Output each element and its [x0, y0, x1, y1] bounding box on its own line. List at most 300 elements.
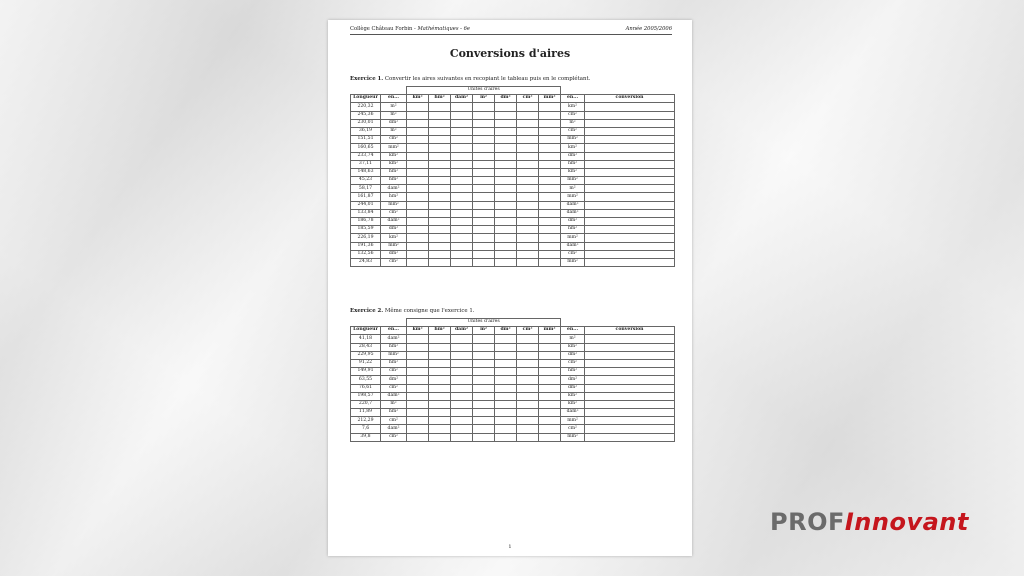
blank-unit-cell [451, 335, 473, 343]
table-row [351, 242, 675, 250]
blank-unit-cell [473, 193, 495, 201]
blank-unit-cell [473, 376, 495, 384]
conversion-cell [585, 335, 675, 343]
to-unit-cell: cm² [561, 111, 585, 119]
exercise-1-instruction: Exercice 1. Convertir les aires suivantes en recopiant le tableau puis en le complétant. [350, 76, 591, 82]
conversion-cell [585, 433, 675, 441]
blank-unit-cell [495, 177, 517, 185]
blank-unit-cell [539, 168, 561, 176]
blank-unit-cell [429, 335, 451, 343]
col-unit: hm² [429, 95, 451, 103]
blank-unit-cell [451, 111, 473, 119]
blank-unit-cell [429, 250, 451, 258]
table-row [351, 392, 675, 400]
blank-unit-cell [539, 136, 561, 144]
from-unit-cell: dam² [381, 218, 407, 226]
conversion-cell [585, 417, 675, 425]
blank-unit-cell [473, 201, 495, 209]
table-row [351, 144, 675, 152]
header-school: Collège Château Forbin - Mathématiques - 6e [350, 26, 470, 32]
from-unit-cell: hm² [381, 343, 407, 351]
to-unit-cell: hm² [561, 368, 585, 376]
to-unit-cell: km² [561, 343, 585, 351]
blank-unit-cell [451, 359, 473, 367]
blank-unit-cell [495, 368, 517, 376]
to-unit-cell: km² [561, 144, 585, 152]
blank-unit-cell [539, 343, 561, 351]
blank-unit-cell [451, 127, 473, 135]
blank-unit-cell [451, 343, 473, 351]
blank-unit-cell [517, 177, 539, 185]
value-cell: 151,51 [351, 136, 381, 144]
col-unit: dam² [451, 327, 473, 335]
blank-unit-cell [407, 209, 429, 217]
table-row [351, 384, 675, 392]
exercise-2-table [350, 318, 675, 442]
blank-unit-cell [517, 384, 539, 392]
conversion-cell [585, 392, 675, 400]
to-unit-cell: km² [561, 400, 585, 408]
blank-unit-cell [539, 384, 561, 392]
conversion-cell [585, 359, 675, 367]
blank-unit-cell [517, 234, 539, 242]
blank-unit-cell [473, 359, 495, 367]
blank-unit-cell [539, 258, 561, 266]
blank-unit-cell [517, 376, 539, 384]
blank-unit-cell [495, 376, 517, 384]
blank-unit-cell [407, 201, 429, 209]
blank-unit-cell [473, 400, 495, 408]
value-cell: 220,7 [351, 400, 381, 408]
to-unit-cell: dm² [561, 384, 585, 392]
table-row [351, 351, 675, 359]
blank-unit-cell [429, 136, 451, 144]
conversion-cell [585, 127, 675, 135]
blank-unit-cell [517, 226, 539, 234]
col-unit: mm² [539, 95, 561, 103]
value-cell: 39,8 [351, 433, 381, 441]
blank-unit-cell [539, 218, 561, 226]
blank-unit-cell [517, 193, 539, 201]
value-cell: 24,83 [351, 258, 381, 266]
blank-unit-cell [429, 168, 451, 176]
table-row [351, 111, 675, 119]
to-unit-cell: km² [561, 103, 585, 111]
blank-unit-cell [495, 351, 517, 359]
blank-unit-cell [451, 368, 473, 376]
col-unit: hm² [429, 327, 451, 335]
from-unit-cell: cm² [381, 368, 407, 376]
to-unit-cell: km² [561, 168, 585, 176]
blank-unit-cell [539, 234, 561, 242]
blank-unit-cell [539, 376, 561, 384]
conversion-cell [585, 201, 675, 209]
col-en-left: en... [381, 327, 407, 335]
from-unit-cell: dm² [381, 226, 407, 234]
blank-unit-cell [539, 160, 561, 168]
table-header-row [351, 95, 675, 103]
blank-unit-cell [451, 177, 473, 185]
conversion-cell [585, 152, 675, 160]
blank-unit-cell [517, 103, 539, 111]
blank-unit-cell [451, 376, 473, 384]
blank-unit-cell [473, 168, 495, 176]
table-row [351, 368, 675, 376]
blank-unit-cell [517, 242, 539, 250]
blank-unit-cell [473, 218, 495, 226]
blank-unit-cell [429, 152, 451, 160]
conversion-cell [585, 209, 675, 217]
table-row [351, 250, 675, 258]
from-unit-cell: dam² [381, 335, 407, 343]
from-unit-cell: dam² [381, 185, 407, 193]
blank-unit-cell [517, 209, 539, 217]
col-en-left: en... [381, 95, 407, 103]
to-unit-cell: mm² [561, 234, 585, 242]
blank-unit-cell [407, 359, 429, 367]
to-unit-cell: dam² [561, 242, 585, 250]
col-unit: m² [473, 327, 495, 335]
blank-unit-cell [473, 343, 495, 351]
blank-unit-cell [451, 409, 473, 417]
table-row [351, 168, 675, 176]
blank-unit-cell [429, 433, 451, 441]
conversion-cell [585, 376, 675, 384]
table-row [351, 409, 675, 417]
to-unit-cell: cm² [561, 127, 585, 135]
blank-unit-cell [539, 177, 561, 185]
blank-unit-cell [473, 335, 495, 343]
blank-unit-cell [429, 376, 451, 384]
blank-unit-cell [451, 258, 473, 266]
blank-unit-cell [539, 250, 561, 258]
blank-unit-cell [429, 258, 451, 266]
blank-unit-cell [495, 433, 517, 441]
from-unit-cell: hm² [381, 177, 407, 185]
to-unit-cell: dm² [561, 351, 585, 359]
to-unit-cell: m² [561, 335, 585, 343]
blank-unit-cell [451, 168, 473, 176]
value-cell: 7,6 [351, 425, 381, 433]
blank-unit-cell [473, 351, 495, 359]
blank-unit-cell [495, 384, 517, 392]
header-year: Année 2005/2006 [625, 26, 672, 32]
blank-unit-cell [407, 343, 429, 351]
blank-unit-cell [407, 152, 429, 160]
from-unit-cell: m² [381, 111, 407, 119]
blank-unit-cell [407, 409, 429, 417]
blank-unit-cell [429, 242, 451, 250]
value-cell: 245,36 [351, 111, 381, 119]
blank-unit-cell [429, 127, 451, 135]
blank-unit-cell [539, 193, 561, 201]
blank-unit-cell [451, 160, 473, 168]
blank-unit-cell [451, 144, 473, 152]
blank-unit-cell [407, 144, 429, 152]
from-unit-cell: m² [381, 127, 407, 135]
blank-unit-cell [539, 103, 561, 111]
blank-unit-cell [407, 119, 429, 127]
blank-unit-cell [451, 234, 473, 242]
blank-unit-cell [429, 384, 451, 392]
units-caption: Unités d'aires [407, 87, 561, 95]
to-unit-cell: m² [561, 119, 585, 127]
blank-unit-cell [407, 335, 429, 343]
to-unit-cell: dam² [561, 209, 585, 217]
conversion-cell [585, 234, 675, 242]
value-cell: 36,19 [351, 127, 381, 135]
value-cell: 63,55 [351, 376, 381, 384]
blank-unit-cell [495, 127, 517, 135]
from-unit-cell: hm² [381, 193, 407, 201]
conversion-cell [585, 185, 675, 193]
blank-unit-cell [539, 425, 561, 433]
blank-unit-cell [451, 209, 473, 217]
blank-unit-cell [473, 111, 495, 119]
col-en-right: en... [561, 327, 585, 335]
blank-unit-cell [539, 359, 561, 367]
blank-unit-cell [517, 359, 539, 367]
value-cell: 233,74 [351, 152, 381, 160]
blank-unit-cell [495, 168, 517, 176]
blank-unit-cell [429, 160, 451, 168]
page-header [350, 26, 672, 35]
value-cell: 149,91 [351, 368, 381, 376]
blank-unit-cell [429, 343, 451, 351]
blank-unit-cell [407, 242, 429, 250]
blank-unit-cell [495, 400, 517, 408]
blank-unit-cell [429, 392, 451, 400]
exercise-2-instruction: Exercice 2. Même consigne que l'exercice 1. [350, 308, 475, 314]
to-unit-cell: cm² [561, 250, 585, 258]
conversion-cell [585, 160, 675, 168]
col-unit: dam² [451, 95, 473, 103]
conversion-cell [585, 218, 675, 226]
blank-unit-cell [517, 127, 539, 135]
value-cell: 244,01 [351, 201, 381, 209]
blank-unit-cell [451, 136, 473, 144]
units-caption: Unités d'aires [407, 319, 561, 327]
blank-unit-cell [495, 218, 517, 226]
conversion-cell [585, 193, 675, 201]
blank-unit-cell [473, 127, 495, 135]
blank-unit-cell [473, 409, 495, 417]
blank-unit-cell [429, 417, 451, 425]
blank-unit-cell [407, 368, 429, 376]
table-row [351, 218, 675, 226]
blank-unit-cell [407, 160, 429, 168]
blank-unit-cell [451, 103, 473, 111]
blank-unit-cell [407, 226, 429, 234]
profinnovant-logo: PROFInnovant [770, 508, 969, 536]
col-unit: dm² [495, 327, 517, 335]
blank-unit-cell [517, 168, 539, 176]
blank-unit-cell [517, 152, 539, 160]
conversion-cell [585, 343, 675, 351]
col-longueur: Longueur [351, 327, 381, 335]
conversion-cell [585, 111, 675, 119]
from-unit-cell: m² [381, 400, 407, 408]
table-row [351, 136, 675, 144]
conversion-cell [585, 351, 675, 359]
table-row [351, 400, 675, 408]
blank-unit-cell [429, 119, 451, 127]
blank-unit-cell [539, 433, 561, 441]
blank-unit-cell [495, 226, 517, 234]
from-unit-cell: hm² [381, 359, 407, 367]
table-row [351, 160, 675, 168]
blank-unit-cell [495, 343, 517, 351]
table-row [351, 417, 675, 425]
from-unit-cell: hm² [381, 409, 407, 417]
from-unit-cell: cm² [381, 384, 407, 392]
to-unit-cell: hm² [561, 226, 585, 234]
table-row [351, 127, 675, 135]
blank-unit-cell [473, 368, 495, 376]
to-unit-cell: m² [561, 185, 585, 193]
blank-unit-cell [429, 234, 451, 242]
col-en-right: en... [561, 95, 585, 103]
blank-unit-cell [451, 226, 473, 234]
blank-unit-cell [429, 400, 451, 408]
value-cell: 185,59 [351, 226, 381, 234]
blank-unit-cell [539, 152, 561, 160]
from-unit-cell: km² [381, 160, 407, 168]
from-unit-cell: km² [381, 234, 407, 242]
blank-unit-cell [473, 136, 495, 144]
conversion-cell [585, 168, 675, 176]
col-unit: cm² [517, 327, 539, 335]
to-unit-cell: mm² [561, 258, 585, 266]
table-row [351, 234, 675, 242]
blank-unit-cell [495, 193, 517, 201]
blank-unit-cell [539, 392, 561, 400]
blank-unit-cell [517, 351, 539, 359]
blank-unit-cell [407, 384, 429, 392]
from-unit-cell: mm² [381, 351, 407, 359]
to-unit-cell: dam² [561, 201, 585, 209]
blank-unit-cell [451, 417, 473, 425]
blank-unit-cell [473, 250, 495, 258]
blank-unit-cell [517, 400, 539, 408]
from-unit-cell: dm² [381, 119, 407, 127]
table-header-row [351, 327, 675, 335]
blank-unit-cell [451, 384, 473, 392]
blank-unit-cell [473, 144, 495, 152]
blank-unit-cell [407, 258, 429, 266]
blank-unit-cell [517, 201, 539, 209]
table-row [351, 185, 675, 193]
value-cell: 226,19 [351, 234, 381, 242]
blank-unit-cell [451, 400, 473, 408]
conversion-cell [585, 384, 675, 392]
from-unit-cell: mm² [381, 144, 407, 152]
blank-unit-cell [495, 103, 517, 111]
blank-unit-cell [429, 201, 451, 209]
blank-unit-cell [429, 177, 451, 185]
blank-unit-cell [429, 193, 451, 201]
blank-unit-cell [451, 433, 473, 441]
page-title: Conversions d'aires [449, 47, 571, 60]
blank-unit-cell [473, 392, 495, 400]
table-row [351, 433, 675, 441]
to-unit-cell: dm² [561, 376, 585, 384]
blank-unit-cell [517, 392, 539, 400]
table-row [351, 103, 675, 111]
to-unit-cell: dam² [561, 409, 585, 417]
to-unit-cell: mm² [561, 433, 585, 441]
col-unit: mm² [539, 327, 561, 335]
conversion-cell [585, 368, 675, 376]
conversion-cell [585, 250, 675, 258]
from-unit-cell: dam² [381, 425, 407, 433]
blank-unit-cell [451, 119, 473, 127]
blank-unit-cell [539, 201, 561, 209]
blank-unit-cell [407, 218, 429, 226]
value-cell: 198,57 [351, 392, 381, 400]
blank-unit-cell [429, 359, 451, 367]
blank-unit-cell [473, 119, 495, 127]
table-row [351, 425, 675, 433]
col-unit: km² [407, 327, 429, 335]
blank-unit-cell [429, 144, 451, 152]
conversion-cell [585, 119, 675, 127]
blank-unit-cell [539, 400, 561, 408]
blank-unit-cell [473, 209, 495, 217]
blank-unit-cell [451, 152, 473, 160]
blank-unit-cell [539, 409, 561, 417]
to-unit-cell: mm² [561, 193, 585, 201]
blank-unit-cell [429, 218, 451, 226]
blank-unit-cell [495, 185, 517, 193]
blank-unit-cell [495, 160, 517, 168]
conversion-cell [585, 258, 675, 266]
blank-unit-cell [495, 335, 517, 343]
value-cell: 91,22 [351, 359, 381, 367]
blank-unit-cell [473, 384, 495, 392]
blank-unit-cell [495, 409, 517, 417]
value-cell: 161,87 [351, 193, 381, 201]
table-row [351, 201, 675, 209]
blank-unit-cell [473, 226, 495, 234]
value-cell: 41,18 [351, 335, 381, 343]
blank-unit-cell [517, 433, 539, 441]
blank-unit-cell [473, 177, 495, 185]
blank-unit-cell [539, 185, 561, 193]
blank-unit-cell [495, 425, 517, 433]
to-unit-cell: km² [561, 392, 585, 400]
blank-unit-cell [407, 136, 429, 144]
conversion-cell [585, 409, 675, 417]
from-unit-cell: mm² [381, 201, 407, 209]
to-unit-cell: cm² [561, 425, 585, 433]
blank-unit-cell [517, 417, 539, 425]
blank-unit-cell [473, 160, 495, 168]
from-unit-cell: km² [381, 152, 407, 160]
blank-unit-cell [407, 250, 429, 258]
value-cell: 133,84 [351, 209, 381, 217]
table-row [351, 119, 675, 127]
blank-unit-cell [539, 226, 561, 234]
blank-unit-cell [407, 400, 429, 408]
to-unit-cell: dm² [561, 152, 585, 160]
col-unit: km² [407, 95, 429, 103]
blank-unit-cell [473, 185, 495, 193]
col-unit: m² [473, 95, 495, 103]
blank-unit-cell [473, 433, 495, 441]
blank-unit-cell [407, 392, 429, 400]
conversion-cell [585, 136, 675, 144]
